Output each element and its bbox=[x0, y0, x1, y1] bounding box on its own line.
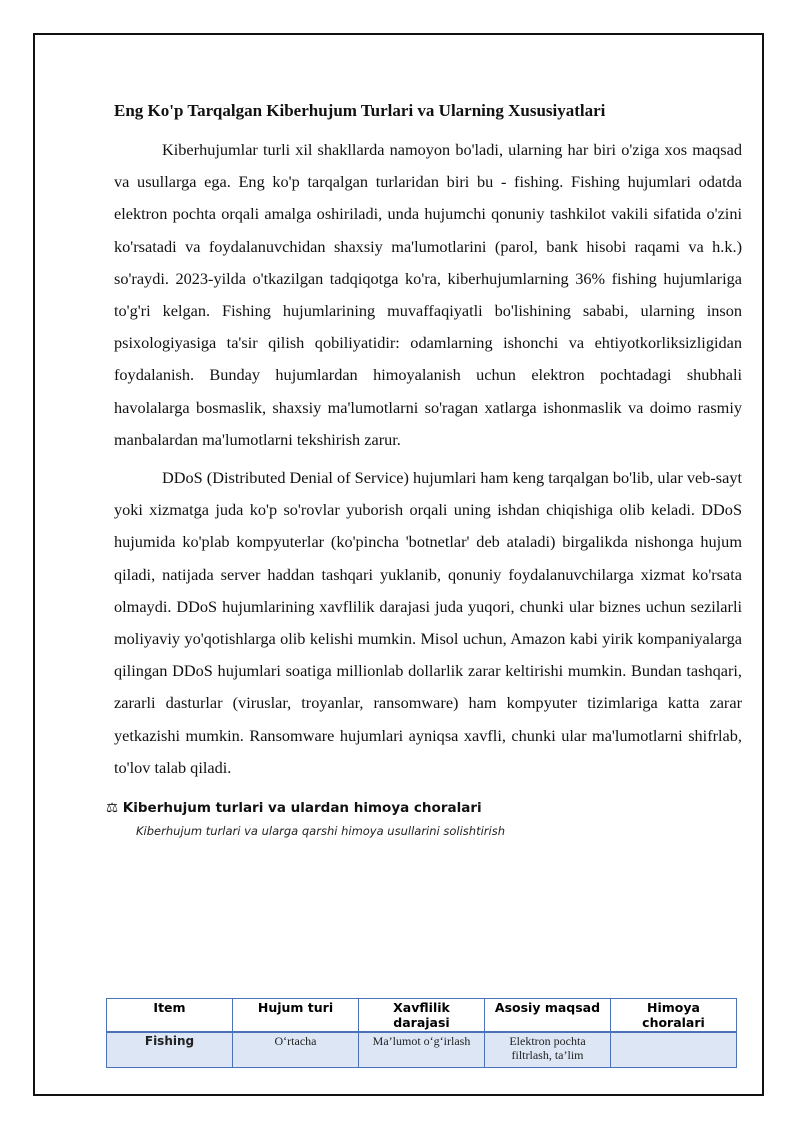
document-title: Eng Ko'p Tarqalgan Kiberhujum Turlari va Ularning Xususiyatlari bbox=[114, 101, 606, 120]
table-cell: O‘rtacha bbox=[233, 1032, 359, 1068]
table-header-cell: Xavflilik darajasi bbox=[359, 999, 485, 1033]
table-header-cell: Item bbox=[107, 999, 233, 1033]
paragraph-fishing: Kiberhujumlar turli xil shakllarda namoyon bo'ladi, ularning har biri o'ziga xos maqsad va usullarga ega. Eng ko'p tarqalgan turlaridan biri bu - fishing. Fishing hujumlari odatda elektron pochta orqali amalga oshiriladi, unda hujumchi qonuniy tashkilot vakili sifatida o'zini ko'rsatadi va foydalanuvchidan shaxsiy ma'lumotlarini (parol, bank hisobi raqami va h.k.) so'raydi. 2023-yilda o'tkazilgan tadqiqotga ko'ra, kiberhujumlarning 36% fishing hujumlariga to'g'ri kelgan. Fishing hujumlarining muvaffaqiyatli bo'lishining sababi, ularning inson psixologiyasiga ta'sir qilish qobiliyatidir: odamlarning ishonchi va ehtiyotkorliksizligidan foydalanish. Bunday hujumlardan himoyalanish uchun elektron pochtadagi shubhali havolalarga bosmaslik, shaxsiy ma'lumotlarni so'ragan xatlarga ishonmaslik va doimo rasmiy manbalardan ma'lumotlarni tekshirish zarur. bbox=[114, 140, 742, 449]
attack-types-table bbox=[106, 998, 737, 1068]
paragraph-ddos: DDoS (Distributed Denial of Service) hujumlari ham keng tarqalgan bo'lib, ular veb-sayt yoki xizmatga juda ko'p so'rovlar yuborish orqali uning ishdan chiqishiga olib keladi. DDoS hujumida ko'plab kompyuterlar (ko'pincha 'botnetlar' deb ataladi) birgalikda nishonga hujum qiladi, natijada server haddan tashqari yuklanib, qonuniy foydalanuvchilarga xizmat ko'rsata olmaydi. DDoS hujumlarining xavflilik darajasi juda yuqori, chunki ular biznes uchun sezilarli moliyaviy yo'qotishlarga olib kelishi mumkin. Misol uchun, Amazon kabi yirik kompaniyalarga qilingan DDoS hujumlari soatiga millionlab dollarlik zarar keltirishi mumkin. Bundan tashqari, zararli dasturlar (viruslar, troyanlar, ransomware) ham kompyuter tizimlariga katta zarar yetkazishi mumkin. Ransomware hujumlari ayniqsa xavfli, chunki ular ma'lumotlarni shifrlab, to'lov talab qiladi. bbox=[114, 468, 742, 777]
table-cell: Ma’lumot o‘g‘irlash bbox=[359, 1032, 485, 1068]
table-cell: Fishing bbox=[107, 1032, 233, 1068]
document-body bbox=[106, 98, 742, 840]
table-header-row bbox=[107, 999, 737, 1033]
table-cell bbox=[611, 1032, 737, 1068]
table-caption: Kiberhujum turlari va ularga qarshi himoya usullarini solishtirish bbox=[136, 824, 505, 839]
table-row bbox=[107, 1032, 737, 1068]
table-heading: ⚖ Kiberhujum turlari va ulardan himoya choralari bbox=[106, 800, 482, 817]
table-header-cell: Asosiy maqsad bbox=[485, 999, 611, 1033]
table-header-cell: Himoya choralari bbox=[611, 999, 737, 1033]
table-header-cell: Hujum turi bbox=[233, 999, 359, 1033]
table-cell: Elektron pochta filtrlash, ta’lim bbox=[485, 1032, 611, 1068]
